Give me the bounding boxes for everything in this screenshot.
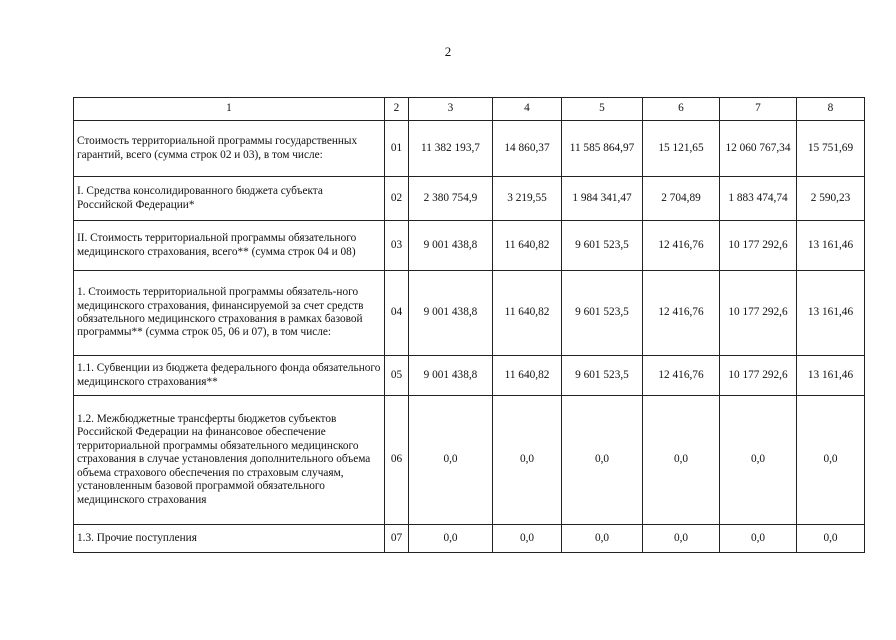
- row-code: 03: [385, 221, 409, 271]
- financing-table: [73, 97, 865, 553]
- header-cell: 1: [74, 98, 385, 121]
- row-label: 1.2. Межбюджетные трансферты бюджетов субъектов Российской Федерации на финансовое обеспечение территориальной программы обязательного медицинского страхования в случае установления дополнительного объема объема страхового обеспечения по страховым случаям, установленным базовой программой обязательного медицинского страхования: [74, 396, 385, 525]
- value-cell: 9 601 523,5: [562, 356, 643, 396]
- value-cell: 0,0: [409, 396, 493, 525]
- header-cell: 4: [493, 98, 562, 121]
- row-label: I. Средства консолидированного бюджета субъекта Российской Федерации*: [74, 177, 385, 221]
- table-header-row: [74, 98, 865, 121]
- value-cell: 12 416,76: [643, 221, 720, 271]
- row-code: 02: [385, 177, 409, 221]
- value-cell: 0,0: [797, 396, 865, 525]
- value-cell: 9 001 438,8: [409, 221, 493, 271]
- value-cell: 2 590,23: [797, 177, 865, 221]
- table-row: [74, 396, 865, 525]
- value-cell: 9 001 438,8: [409, 271, 493, 356]
- row-code: 07: [385, 525, 409, 553]
- value-cell: 11 585 864,97: [562, 121, 643, 177]
- value-cell: 14 860,37: [493, 121, 562, 177]
- row-code: 01: [385, 121, 409, 177]
- value-cell: 0,0: [562, 525, 643, 553]
- value-cell: 9 601 523,5: [562, 271, 643, 356]
- header-cell: 6: [643, 98, 720, 121]
- value-cell: 11 640,82: [493, 356, 562, 396]
- value-cell: 15 121,65: [643, 121, 720, 177]
- table-row: [74, 525, 865, 553]
- value-cell: 3 219,55: [493, 177, 562, 221]
- row-label: II. Стоимость территориальной программы обязательного медицинского страхования, всего** (сумма строк 04 и 08): [74, 221, 385, 271]
- value-cell: 0,0: [720, 396, 797, 525]
- value-cell: 0,0: [720, 525, 797, 553]
- table-row: [74, 121, 865, 177]
- header-cell: 5: [562, 98, 643, 121]
- value-cell: 0,0: [643, 396, 720, 525]
- header-cell: 7: [720, 98, 797, 121]
- value-cell: 0,0: [562, 396, 643, 525]
- table-row: [74, 221, 865, 271]
- row-code: 04: [385, 271, 409, 356]
- value-cell: 10 177 292,6: [720, 221, 797, 271]
- value-cell: 15 751,69: [797, 121, 865, 177]
- value-cell: 9 601 523,5: [562, 221, 643, 271]
- table-row: [74, 271, 865, 356]
- value-cell: 11 640,82: [493, 221, 562, 271]
- row-label: 1. Стоимость территориальной программы обязатель-ного медицинского страхования, финансируемой за счет средств обязательного медицинского страхования в рамках базовой программы** (сумма строк 05, 06 и 07), в том числе:: [74, 271, 385, 356]
- value-cell: 13 161,46: [797, 271, 865, 356]
- header-cell: 3: [409, 98, 493, 121]
- value-cell: 11 382 193,7: [409, 121, 493, 177]
- value-cell: 0,0: [643, 525, 720, 553]
- value-cell: 1 984 341,47: [562, 177, 643, 221]
- value-cell: 13 161,46: [797, 356, 865, 396]
- table-row: [74, 356, 865, 396]
- value-cell: 12 416,76: [643, 356, 720, 396]
- value-cell: 10 177 292,6: [720, 356, 797, 396]
- value-cell: 12 060 767,34: [720, 121, 797, 177]
- value-cell: 0,0: [409, 525, 493, 553]
- header-cell: 2: [385, 98, 409, 121]
- table-row: [74, 177, 865, 221]
- value-cell: 12 416,76: [643, 271, 720, 356]
- row-code: 05: [385, 356, 409, 396]
- value-cell: 2 380 754,9: [409, 177, 493, 221]
- header-cell: 8: [797, 98, 865, 121]
- value-cell: 13 161,46: [797, 221, 865, 271]
- page-number: 2: [444, 44, 452, 59]
- value-cell: 0,0: [493, 396, 562, 525]
- value-cell: 9 001 438,8: [409, 356, 493, 396]
- row-label: 1.3. Прочие поступления: [74, 525, 385, 553]
- value-cell: 11 640,82: [493, 271, 562, 356]
- value-cell: 2 704,89: [643, 177, 720, 221]
- value-cell: 10 177 292,6: [720, 271, 797, 356]
- value-cell: 0,0: [493, 525, 562, 553]
- value-cell: 0,0: [797, 525, 865, 553]
- row-label: Стоимость территориальной программы государственных гарантий, всего (сумма строк 02 и 03), в том числе:: [74, 121, 385, 177]
- row-label: 1.1. Субвенции из бюджета федерального фонда обязательного медицинского страхования**: [74, 356, 385, 396]
- row-code: 06: [385, 396, 409, 525]
- value-cell: 1 883 474,74: [720, 177, 797, 221]
